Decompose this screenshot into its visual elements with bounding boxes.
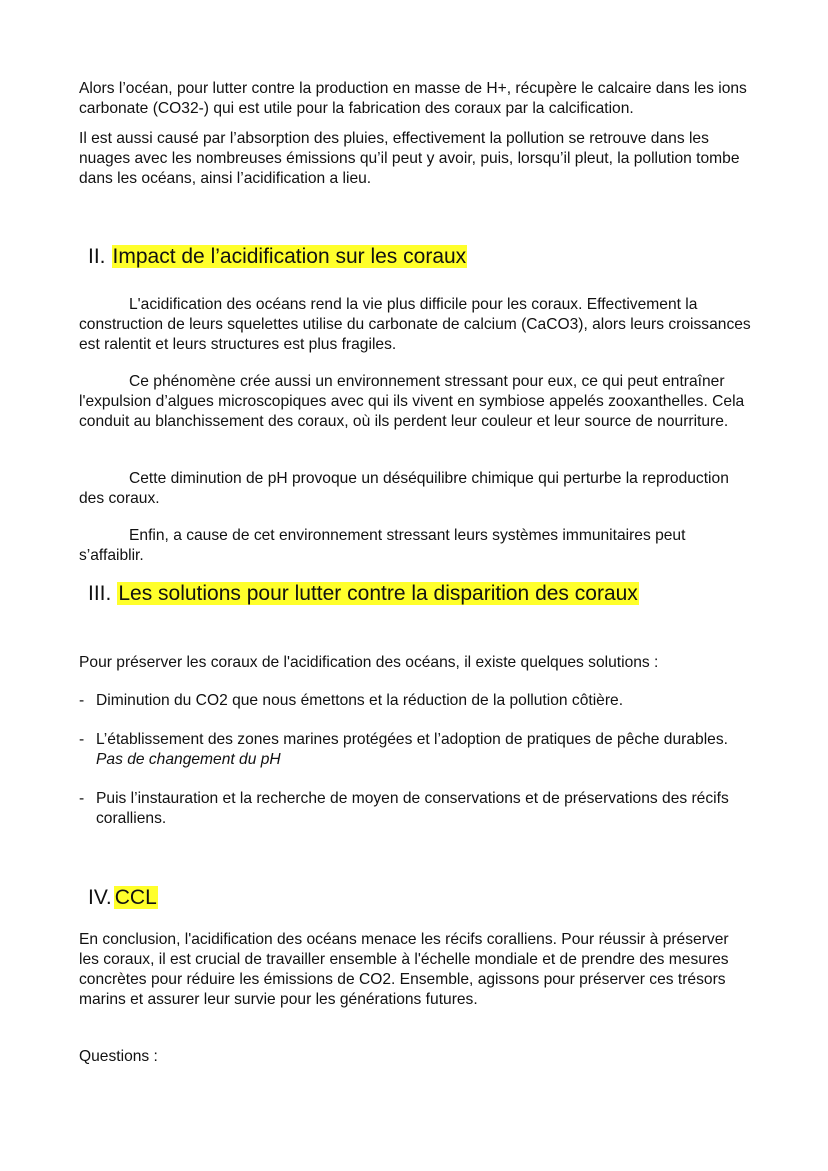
- section-2-paragraph-2: Ce phénomène crée aussi un environnement stressant pour eux, ce qui peut entraîner l'expulsion d’algues microscopiques avec qui ils vivent en symbiose appelés zooxanthelles. Cela conduit au blanchissement des coraux, où ils perdent leur couleur et leur source de nourriture.: [79, 373, 745, 430]
- section-3-heading: [88, 580, 639, 608]
- list-item: [79, 691, 751, 711]
- section-3-title: Les solutions pour lutter contre la disparition des coraux: [118, 582, 638, 605]
- list-item-note: Pas de changement du pH: [96, 751, 281, 768]
- list-item-text: L’établissement des zones marines protégées et l’adoption de pratiques de pêche durables.: [96, 731, 728, 748]
- bullet-dash: -: [79, 692, 85, 709]
- section-3-number: III.: [88, 582, 112, 605]
- intro-paragraph-1: Alors l’océan, pour lutter contre la production en masse de H+, récupère le calcaire dans les ions carbonate (CO32-) qui est utile pour la fabrication des coraux par la calcification.: [79, 80, 747, 117]
- bullet-dash: -: [79, 731, 85, 748]
- section-2-paragraph-1: L'acidification des océans rend la vie plus difficile pour les coraux. Effectivement la construction de leurs squelettes utilise du carbonate de calcium (CaCO3), alors leurs croissances est ralentit et leurs structures est plus fragiles.: [79, 296, 751, 353]
- section-2-paragraph-3: Cette diminution de pH provoque un déséquilibre chimique qui perturbe la reproduction des coraux.: [79, 470, 729, 507]
- section-2-title: Impact de l’acidification sur les coraux: [112, 245, 467, 268]
- conclusion-paragraph: En conclusion, l'acidification des océans menace les récifs coralliens. Pour réussir à préserver les coraux, il est crucial de travailler ensemble à l'échelle mondiale et de prendre des mesures concrètes pour réduire les émissions de CO2. Ensemble, agissons pour préserver ces trésors marins et assurer leur survie pour les générations futures.: [79, 931, 729, 1008]
- section-4-heading: [88, 884, 158, 912]
- section-2-heading: [88, 243, 467, 271]
- section-4-number: IV.: [88, 886, 112, 909]
- list-item-text: Diminution du CO2 que nous émettons et la réduction de la pollution côtière.: [96, 692, 624, 709]
- list-item: [79, 789, 751, 829]
- questions-label: Questions :: [79, 1048, 158, 1065]
- intro-paragraph-2: Il est aussi causé par l’absorption des pluies, effectivement la pollution se retrouve dans les nuages avec les nombreuses émissions qu’il peut y avoir, puis, lorsqu’il pleut, la pollution tombe dans les océans, ainsi l’acidification a lieu.: [79, 130, 740, 187]
- section-4-title: CCL: [114, 886, 157, 909]
- bullet-dash: -: [79, 790, 85, 807]
- section-2-paragraph-4: Enfin, a cause de cet environnement stressant leurs systèmes immunitaires peut s’affaiblir.: [79, 527, 686, 564]
- list-item-text: Puis l’instauration et la recherche de moyen de conservations et de préservations des récifs coralliens.: [96, 790, 729, 827]
- section-3-intro: Pour préserver les coraux de l'acidification des océans, il existe quelques solutions :: [79, 654, 659, 671]
- list-item: [79, 730, 751, 770]
- section-2-number: II.: [88, 245, 106, 268]
